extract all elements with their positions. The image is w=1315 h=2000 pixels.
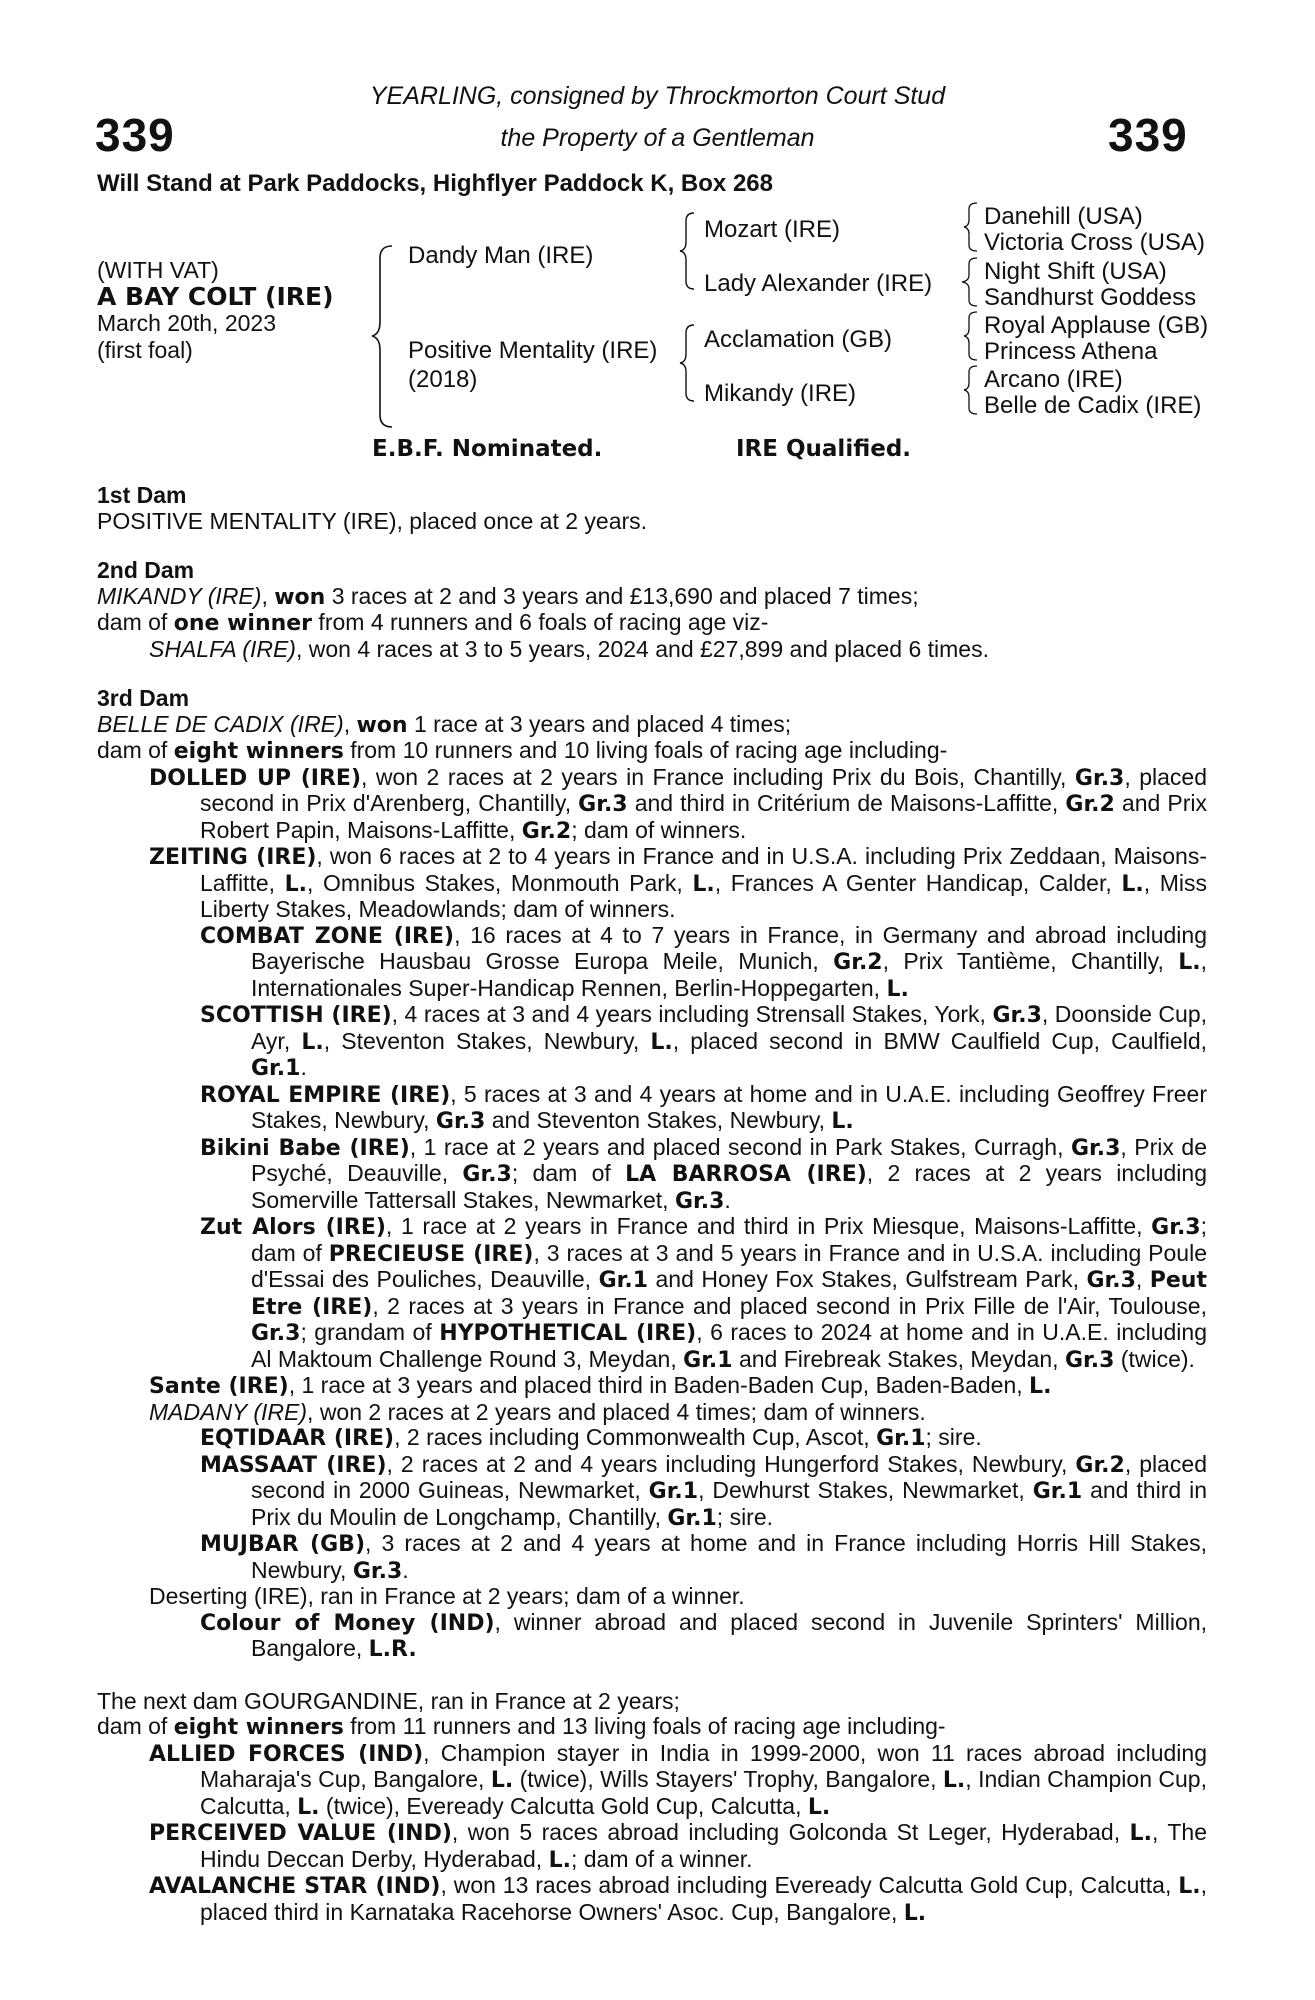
produce-scottish: SCOTTISH (IRE), 4 races at 3 and 4 years including Strensall Stakes, York, Gr.3, Doonside Cup, Ayr, L., Steventon Stakes, Newbury, L., placed second in BMW Caulfield Cup, Caulfield, Gr.1. — [200, 1001, 1208, 1081]
produce-zut-alors: Zut Alors (IRE), 1 race at 2 years in France and third in Prix Miesque, Maisons-Laffitte, Gr.3; dam of PRECIEUSE (IRE), 3 races at 3 and 5 years in France and in U.S.A. including Poule d'Essai des Pouliches, Deauville, Gr.1 and Honey Fox Stakes, Gulfstream Park, Gr.3, Peut Etre (IRE), 2 races at 3 years in France and placed second in Prix Fille de l'Air, Toulouse, Gr.3; grandam of HYPOTHETICAL (IRE), 6 races to 2024 at home and in U.A.E. including Al Maktoum Challenge Round 3, Meydan, Gr.1 and Firebreak Stakes, Meydan, Gr.3 (twice). — [200, 1213, 1207, 1373]
third-dam-produce: dam of eight winners from 10 runners and 10 living foals of racing age including- — [97, 737, 948, 764]
produce-eqtidaar: EQTIDAAR (IRE), 2 races including Commonwealth Cup, Ascot, Gr.1; sire. — [200, 1424, 982, 1451]
property-line: the Property of a Gentleman — [500, 124, 815, 152]
produce-massaat: MASSAAT (IRE), 2 races at 2 and 4 years including Hungerford Stakes, Newbury, Gr.2, placed second in 2000 Guineas, Newmarket, Gr.1, Dewhurst Stakes, Newmarket, Gr.1 and third in Prix du Moulin de Longchamp, Chantilly, Gr.1; sire. — [200, 1450, 1207, 1531]
second-dam-produce: dam of one winner from 4 runners and 6 foals of racing age viz- — [97, 609, 769, 636]
second-dam-heading: 2nd Dam — [97, 557, 195, 583]
stand-location: Will Stand at Park Paddocks, Highflyer Paddock K, Box 268 — [97, 170, 773, 197]
produce-royal-empire: ROYAL EMPIRE (IRE), 5 races at 3 and 4 years at home and in U.A.E. including Geoffrey Freer Stakes, Newbury, Gr.3 and Steventon Stakes, Newbury, L. — [200, 1080, 1207, 1134]
produce-mujbar: MUJBAR (GB), 3 races at 2 and 4 years at home and in France including Horris Hill Stakes, Newbury, Gr.3. — [200, 1530, 1207, 1584]
third-dam-heading: 3rd Dam — [97, 685, 190, 711]
foal-note: (first foal) — [97, 337, 193, 363]
consignor-line: YEARLING, consigned by Throckmorton Court Stud — [369, 82, 946, 110]
pedigree-gen3-3: Night Shift (USA) — [984, 258, 1167, 285]
pedigree-gen2-1: Mozart (IRE) — [704, 216, 841, 243]
pedigree-main-brace — [372, 246, 392, 427]
produce-zeiting: ZEITING (IRE), won 6 races at 2 to 4 years in France and in U.S.A. including Prix Zeddaan, Maisons-Laffitte, L., Omnibus Stakes, Monmouth Park, L., Frances A Genter Handicap, Calder, L., Miss Liberty Stakes, Meadowlands; dam of winners. — [149, 843, 1207, 922]
pedigree-sire-brace — [680, 213, 694, 289]
produce-avalanche-star: AVALANCHE STAR (IND), won 13 races abroad including Eveready Calcutta Gold Cup, Calcutta, L., placed third in Karnataka Racehorse Owners' Asoc. Cup, Bangalore, L. — [149, 1872, 1207, 1926]
third-dam-line: BELLE DE CADIX (IRE), won 1 race at 3 years and placed 4 times; — [97, 710, 792, 738]
pedigree-gen3-4: Sandhurst Goddess — [984, 284, 1197, 311]
produce-dolled-up: DOLLED UP (IRE), won 2 races at 2 years in France including Prix du Bois, Chantilly, Gr.3, placed second in Prix d'Arenberg, Chantilly, Gr.3 and third in Critérium de Maisons-Laffitte, Gr.2 and Prix Robert Papin, Maisons-Laffitte, Gr.2; dam of winners. — [149, 763, 1207, 844]
foaling-date: March 20th, 2023 — [97, 310, 277, 336]
lot-number-right: 339 — [1108, 109, 1188, 161]
pedigree-dam: Positive Mentality (IRE) — [408, 337, 658, 364]
shalfa-entry: SHALFA (IRE), won 4 races at 3 to 5 years, 2024 and £27,899 and placed 6 times. — [149, 635, 989, 662]
pedigree-dam-year: (2018) — [408, 366, 478, 393]
first-dam-heading: 1st Dam — [97, 482, 187, 508]
produce-perceived-value: PERCEIVED VALUE (IND), won 5 races abroad including Golconda St Leger, Hyderabad, L., The Hindu Deccan Derby, Hyderabad, L.; dam of a winner. — [149, 1819, 1208, 1873]
pedigree-gen3-brace-1 — [964, 203, 977, 251]
vat-note: (WITH VAT) — [97, 257, 219, 283]
ebf-badge: E.B.F. Nominated. — [372, 436, 603, 462]
first-dam-text: POSITIVE MENTALITY (IRE), placed once at 2 years. — [97, 507, 648, 534]
produce-combat-zone: COMBAT ZONE (IRE), 16 races at 4 to 7 years in France, in Germany and abroad including Bayerische Hausbau Grosse Europa Meile, Munich, Gr.2, Prix Tantième, Chantilly, L., Internationales Super-Handicap Rennen, Berlin-Hoppegarten, L. — [200, 921, 1208, 1002]
produce-allied-forces: ALLIED FORCES (IND), Champion stayer in India in 1999-2000, won 11 races abroad including Maharaja's Cup, Bangalore, L. (twice), Wills Stayers' Trophy, Bangalore, L., Indian Champion Cup, Calcutta, L. (twice), Eveready Calcutta Gold Cup, Calcutta, L. — [149, 1739, 1207, 1820]
pedigree-gen3-5: Royal Applause (GB) — [984, 312, 1209, 339]
second-dam-line: MIKANDY (IRE), won 3 races at 2 and 3 years and £13,690 and placed 7 times; — [97, 582, 919, 610]
produce-colour-of-money: Colour of Money (IND), winner abroad and placed second in Juvenile Sprinters' Million, Bangalore, L.R. — [200, 1608, 1207, 1662]
catalogue-body — [97, 483, 1207, 1926]
lot-number-left: 339 — [95, 109, 175, 161]
pedigree-gen2-4: Mikandy (IRE) — [704, 380, 857, 407]
pedigree-gen2-2: Lady Alexander (IRE) — [704, 270, 933, 297]
produce-madany: MADANY (IRE), won 2 races at 2 years and placed 4 times; dam of winners. — [149, 1398, 926, 1425]
pedigree-dam-brace — [680, 325, 694, 401]
pedigree-gen3-brace-2 — [962, 258, 977, 306]
produce-bikini-babe: Bikini Babe (IRE), 1 race at 2 years and placed second in Park Stakes, Curragh, Gr.3, Prix de Psyché, Deauville, Gr.3; dam of LA BARROSA (IRE), 2 races at 2 years including Somerville Tattersall Stakes, Newmarket, Gr.3. — [200, 1133, 1208, 1214]
next-dam-line: The next dam GOURGANDINE, ran in France at 2 years; — [97, 1687, 680, 1714]
pedigree-gen3-2: Victoria Cross (USA) — [984, 229, 1205, 256]
pedigree-gen3-brace-4 — [964, 366, 977, 414]
ire-badge: IRE Qualified. — [736, 436, 912, 462]
second-dam-name: MIKANDY (IRE) — [97, 582, 262, 609]
produce-sante: Sante (IRE), 1 race at 3 years and placed third in Baden-Baden Cup, Baden-Baden, L. — [149, 1372, 1052, 1399]
pedigree-sire: Dandy Man (IRE) — [408, 242, 594, 269]
produce-deserting: Deserting (IRE), ran in France at 2 years; dam of a winner. — [149, 1583, 745, 1609]
pedigree-gen3-6: Princess Athena — [984, 338, 1158, 365]
pedigree-gen3-8: Belle de Cadix (IRE) — [984, 392, 1202, 419]
pedigree-gen3-7: Arcano (IRE) — [984, 366, 1123, 393]
pedigree-gen3-brace-3 — [964, 312, 977, 360]
next-dam-produce: dam of eight winners from 11 runners and 13 living foals of racing age including- — [97, 1713, 946, 1740]
pedigree-gen2-3: Acclamation (GB) — [704, 326, 893, 353]
pedigree-gen3-1: Danehill (USA) — [984, 203, 1143, 230]
horse-name: A BAY COLT (IRE) — [97, 282, 334, 311]
